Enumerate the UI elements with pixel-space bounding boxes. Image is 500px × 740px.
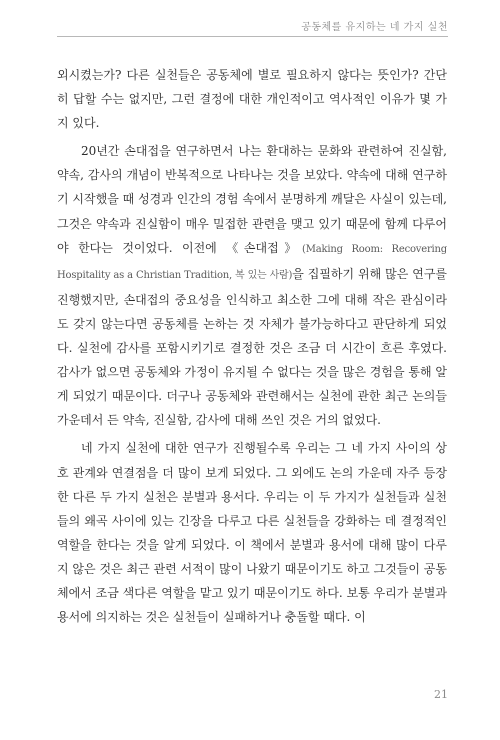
header-rule [57, 36, 448, 37]
body-text [57, 63, 447, 629]
paragraph-1: 외시켰는가? 다른 실천들은 공동체에 별로 필요하지 않다는 뜻인가? 간단히 답할 수는 없지만, 그런 결정에 대한 개인적이고 역사적인 이유가 몇 가지 있다. [57, 68, 447, 131]
paragraph-2 [57, 139, 447, 432]
running-header: 공동체를 유지하는 네 가지 실천 [301, 22, 448, 33]
paragraph-3: 네 가지 실천에 대한 연구가 진행될수록 우리는 그 네 가지 사이의 상호 관계와 연결점을 더 많이 보게 되었다. 그 외에도 논의 가운데 자주 등장한 다른 두 가지 실천은 분별과 용서다. 우리는 이 두 가지가 실천들과 실천들의 왜곡 사이에 있는 긴장을 다루고 다른 실천들을 강화하는 데 결정적인 역할을 한다는 것을 알게 되었다. 이 책에서 분별과 용서에 대해 많이 다루지 않은 것은 최근 관련 서적이 많이 나왔기 때문이기도 하고 그것들이 공동체에서 조금 색다른 역할을 맡고 있기 때문이기도 하다. 보통 우리가 분별과 용서에 의지하는 것은 실천들이 실패하거나 충돌할 때다. 이 [57, 441, 447, 625]
page-number: 21 [434, 688, 448, 701]
paragraph-2-part-2: 을 집필하기 위해 많은 연구를 진행했지만, 손대접의 중요성을 인식하고 최소한 그에 대해 작은 관심이라도 갖지 않는다면 공동체를 논하는 것 자체가 불가능하다고 판단하게 되었다. 실천에 감사를 포함시키기로 결정한 것은 조금 더 시간이 흐른 후였다. 감사가 없으면 공동체와 가정이 유지될 수 없다는 것을 많은 경험을 통해 알게 되었기 때문이다. 더구나 공동체와 관련해서는 실천에 관한 최근 논의들 가운데서 든 약속, 진실함, 감사에 대해 쓰인 것은 거의 없었다. [57, 266, 448, 428]
book-title-original: (Making Room: Recovering Hospitality as a Christian Tradition, 복 있는 사람) [57, 243, 447, 281]
paragraph-2-part-1: 20년간 손대접을 연구하면서 나는 환대하는 문화와 관련하여 진실함, 약속, 감사의 개념이 반복적으로 나타나는 것을 보았다. 약속에 대해 연구하기 시작했을 때 성경과 인간의 경험 속에서 분명하게 깨달은 사실이 있는데, 그것은 약속과 진실함이 매우 밀접한 관련을 맺고 있기 때문에 함께 다루어야 한다는 것이었다. 이전에 《손대접》 [57, 144, 447, 255]
